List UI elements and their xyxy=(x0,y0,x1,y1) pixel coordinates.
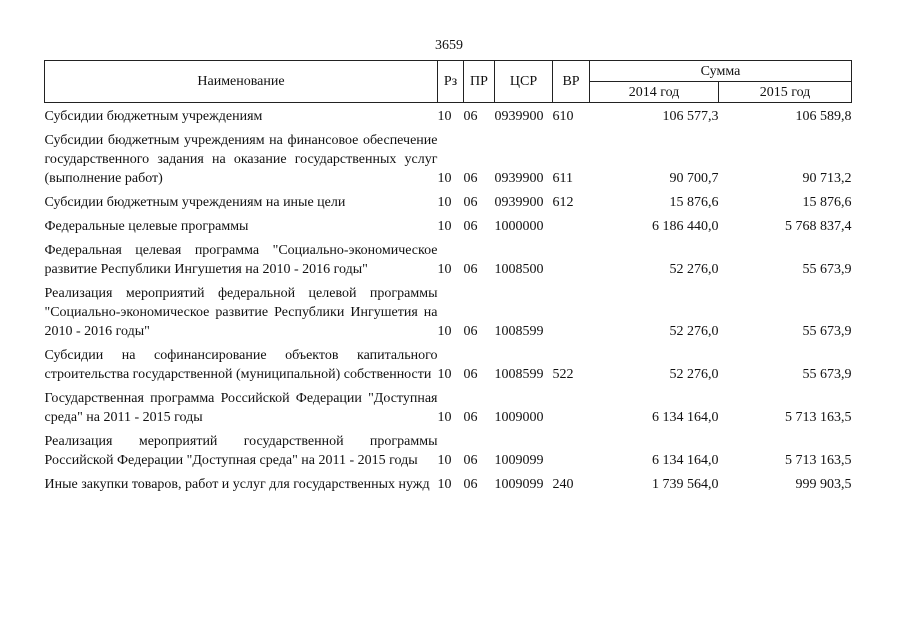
row-2014: 52 276,0 xyxy=(669,324,719,339)
row-rz: 10 xyxy=(437,453,452,468)
row-2015: 90 713,2 xyxy=(802,171,852,186)
row-name: Субсидии бюджетным учреждениям на иные цели xyxy=(44,195,346,210)
row-rz: 10 xyxy=(437,195,452,210)
row-rz: 10 xyxy=(437,171,452,186)
table-row xyxy=(45,471,852,495)
row-2015: 5 713 163,5 xyxy=(785,453,852,468)
row-2014: 52 276,0 xyxy=(669,367,719,382)
row-csr: 1008500 xyxy=(494,262,544,277)
header-sum: Сумма xyxy=(590,61,852,82)
row-vr: 611 xyxy=(552,171,573,186)
row-vr: 522 xyxy=(552,367,574,382)
row-pr: 06 xyxy=(463,262,478,277)
row-2015: 15 876,6 xyxy=(802,195,852,210)
row-name: Реализация мероприятий федеральной целевой программы "Социально-экономическое развитие Республики Ингушетия на 2010 - 2016 годы" xyxy=(44,286,438,339)
row-rz: 10 xyxy=(437,477,452,492)
row-rz: 10 xyxy=(437,262,452,277)
row-csr: 1008599 xyxy=(494,367,544,382)
row-name: Субсидии бюджетным учреждениям xyxy=(44,109,263,124)
row-rz: 10 xyxy=(437,410,452,425)
row-csr: 1008599 xyxy=(494,324,544,339)
row-2015: 999 903,5 xyxy=(795,477,852,492)
row-2015: 55 673,9 xyxy=(802,262,852,277)
header-2015: 2015 год xyxy=(719,82,852,103)
row-2014: 6 186 440,0 xyxy=(652,219,719,234)
row-csr: 1000000 xyxy=(494,219,544,234)
row-pr: 06 xyxy=(463,109,478,124)
header-2014: 2014 год xyxy=(590,82,719,103)
row-2015: 106 589,8 xyxy=(795,109,852,124)
row-vr: 610 xyxy=(552,109,574,124)
page-number: 3659 xyxy=(435,38,463,53)
row-rz: 10 xyxy=(437,324,452,339)
row-rz: 10 xyxy=(437,109,452,124)
table-row xyxy=(45,103,852,128)
table-row xyxy=(45,342,852,385)
row-pr: 06 xyxy=(463,367,478,382)
table-row xyxy=(45,428,852,471)
row-2015: 5 768 837,4 xyxy=(785,219,852,234)
row-pr: 06 xyxy=(463,195,478,210)
row-pr: 06 xyxy=(463,410,478,425)
row-vr: 240 xyxy=(552,477,574,492)
table-row xyxy=(45,280,852,342)
row-vr: 612 xyxy=(552,195,574,210)
row-pr: 06 xyxy=(463,453,478,468)
table-row xyxy=(45,213,852,237)
row-vr xyxy=(553,280,590,342)
row-vr xyxy=(553,385,590,428)
table-row xyxy=(45,237,852,280)
row-2014: 6 134 164,0 xyxy=(652,453,719,468)
row-name: Субсидии на софинансирование объектов капитального строительства государственной (муниципальной) собственности xyxy=(44,348,438,382)
row-csr: 0939900 xyxy=(494,171,544,186)
table-row xyxy=(45,385,852,428)
row-vr xyxy=(553,237,590,280)
row-pr: 06 xyxy=(463,477,478,492)
row-2014: 1 739 564,0 xyxy=(652,477,719,492)
row-csr: 1009099 xyxy=(494,453,544,468)
row-2014: 6 134 164,0 xyxy=(652,410,719,425)
header-row xyxy=(45,61,852,82)
row-csr: 0939900 xyxy=(494,195,544,210)
row-name: Федеральная целевая программа "Социально-экономическое развитие Республики Ингушетия на 2010 - 2016 годы" xyxy=(44,243,438,277)
row-csr: 0939900 xyxy=(494,109,544,124)
row-vr xyxy=(553,213,590,237)
row-rz: 10 xyxy=(437,219,452,234)
row-name: Иные закупки товаров, работ и услуг для государственных нужд xyxy=(44,477,430,492)
header-name: Наименование xyxy=(45,61,438,103)
header-pr: ПР xyxy=(464,61,495,103)
row-name: Субсидии бюджетным учреждениям на финансовое обеспечение государственного задания на оказание государственных услуг (выполнение работ) xyxy=(44,133,438,186)
row-2014: 15 876,6 xyxy=(669,195,719,210)
row-2014: 52 276,0 xyxy=(669,262,719,277)
header-vr: ВР xyxy=(553,61,590,103)
row-csr: 1009099 xyxy=(494,477,544,492)
row-name: Государственная программа Российской Федерации "Доступная среда" на 2011 - 2015 годы xyxy=(44,391,438,425)
header-csr: ЦСР xyxy=(495,61,553,103)
row-vr xyxy=(553,428,590,471)
table-row xyxy=(45,127,852,189)
table-row xyxy=(45,189,852,213)
row-2015: 5 713 163,5 xyxy=(785,410,852,425)
row-pr: 06 xyxy=(463,171,478,186)
row-csr: 1009000 xyxy=(494,410,544,425)
row-2014: 106 577,3 xyxy=(662,109,719,124)
row-name: Федеральные целевые программы xyxy=(44,219,249,234)
row-name: Реализация мероприятий государственной программы Российской Федерации "Доступная среда" на 2011 - 2015 годы xyxy=(44,434,438,468)
row-2015: 55 673,9 xyxy=(802,367,852,382)
row-2014: 90 700,7 xyxy=(669,171,719,186)
budget-table xyxy=(44,60,852,495)
row-pr: 06 xyxy=(463,324,478,339)
row-2015: 55 673,9 xyxy=(802,324,852,339)
row-rz: 10 xyxy=(437,367,452,382)
row-pr: 06 xyxy=(463,219,478,234)
header-rz: Рз xyxy=(438,61,464,103)
